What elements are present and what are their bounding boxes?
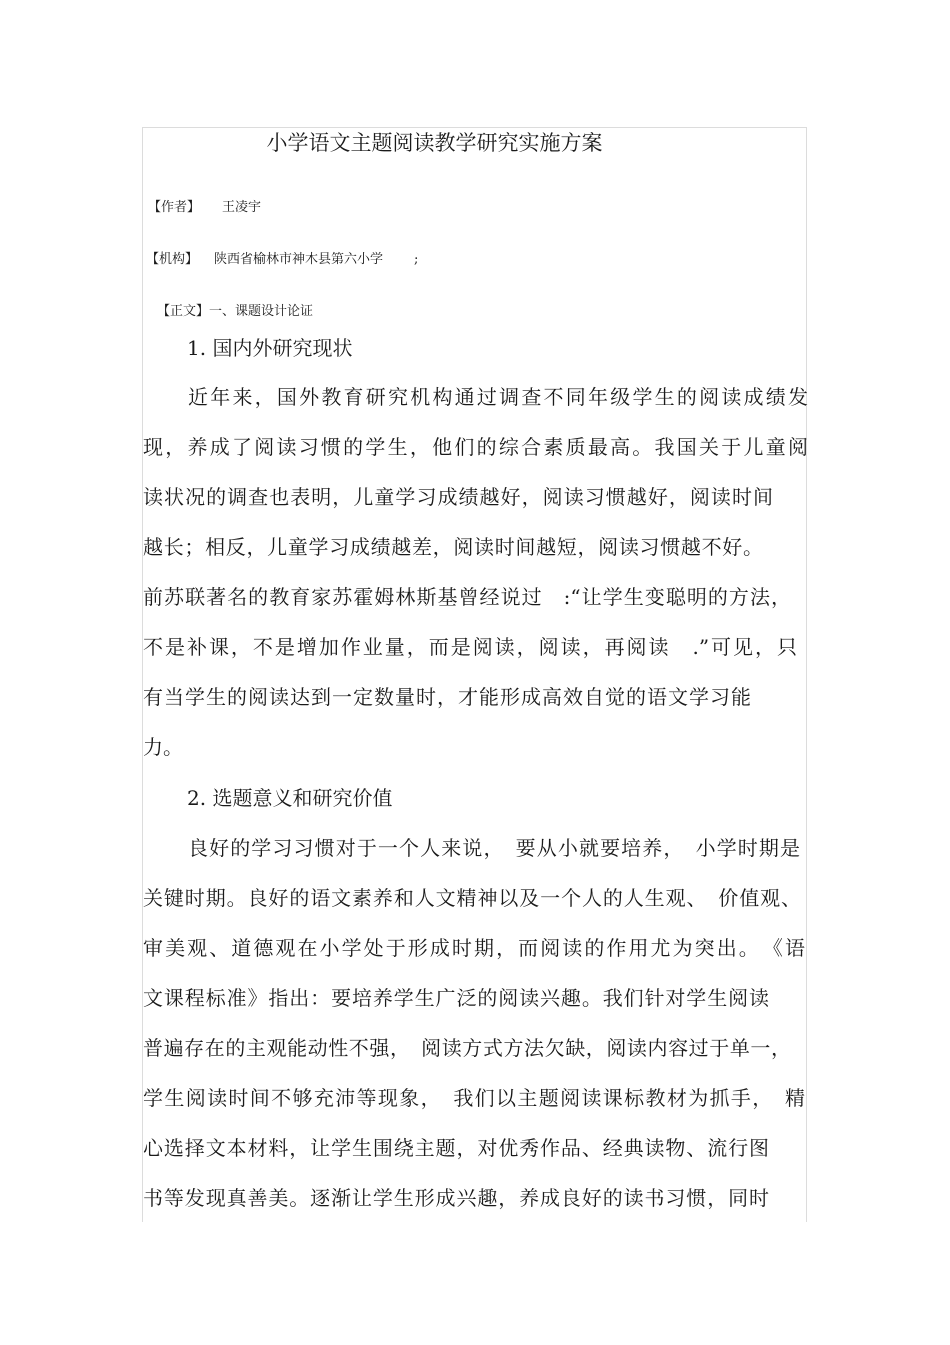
- section-1-heading: 1. 国内外研究现状: [187, 336, 353, 360]
- page-frame-right: [806, 127, 807, 1222]
- institution-tag: 【机构】: [146, 252, 199, 267]
- paragraph-line: 读状况的调查也表明，儿童学习成绩越好，阅读习惯越好，阅读时间: [143, 485, 773, 509]
- paragraph-line: 良好的学习习惯对于一个人来说， 要从小就要培养， 小学时期是: [188, 836, 800, 860]
- paragraph-line: 越长；相反，儿童学习成绩越差，阅读时间越短，阅读习惯越不好。: [143, 535, 763, 559]
- author-tag: 【作者】: [148, 200, 201, 215]
- body-tag: 【正文】一、课题设计论证: [157, 304, 314, 319]
- paragraph-line: 关键时期。良好的语文素养和人文精神以及一个人的人生观、 价值观、: [143, 886, 801, 910]
- author-name: 王凌宇: [222, 200, 262, 215]
- paragraph-line: 普遍存在的主观能动性不强， 阅读方式方法欠缺，阅读内容过于单一，: [143, 1036, 791, 1060]
- paragraph-line: 审美观、道德观在小学处于形成时期，而阅读的作用尤为突出。 《语: [143, 936, 805, 960]
- paragraph-line: 现，养成了阅读习惯的学生，他们的综合素质最高。我国关于儿童阅: [143, 435, 808, 459]
- paragraph-line: 心选择文本材料，让学生围绕主题，对优秀作品、经典读物、流行图: [143, 1136, 769, 1160]
- paragraph-line: 不是补课，不是增加作业量，而是阅读，阅读，再阅读 .”可见，只: [143, 635, 797, 659]
- paragraph-line: 近年来，国外教育研究机构通过调查不同年级学生的阅读成绩发: [188, 385, 808, 409]
- paragraph-line: 学生阅读时间不够充沛等现象， 我们以主题阅读课标教材为抓手， 精: [143, 1086, 805, 1110]
- paragraph-line: 前苏联著名的教育家苏霍姆林斯基曾经说过 :“让学生变聪明的方法，: [143, 585, 791, 609]
- section-2-heading: 2. 选题意义和研究价值: [187, 786, 393, 810]
- paragraph-line: 力。: [143, 735, 183, 759]
- institution-row: [0, 250, 950, 270]
- author-row: [0, 198, 950, 218]
- document-title: 小学语文主题阅读教学研究实施方案: [266, 131, 603, 155]
- institution-suffix: ;: [414, 252, 419, 267]
- institution-name: 陕西省榆林市神木县第六小学: [214, 252, 384, 267]
- paragraph-line: 文课程标准》指出：要培养学生广泛的阅读兴趣。我们针对学生阅读: [143, 986, 769, 1010]
- paragraph-line: 有当学生的阅读达到一定数量时，才能形成高效自觉的语文学习能: [143, 685, 751, 709]
- paragraph-line: 书等发现真善美。逐渐让学生形成兴趣，养成良好的读书习惯，同时: [143, 1186, 769, 1210]
